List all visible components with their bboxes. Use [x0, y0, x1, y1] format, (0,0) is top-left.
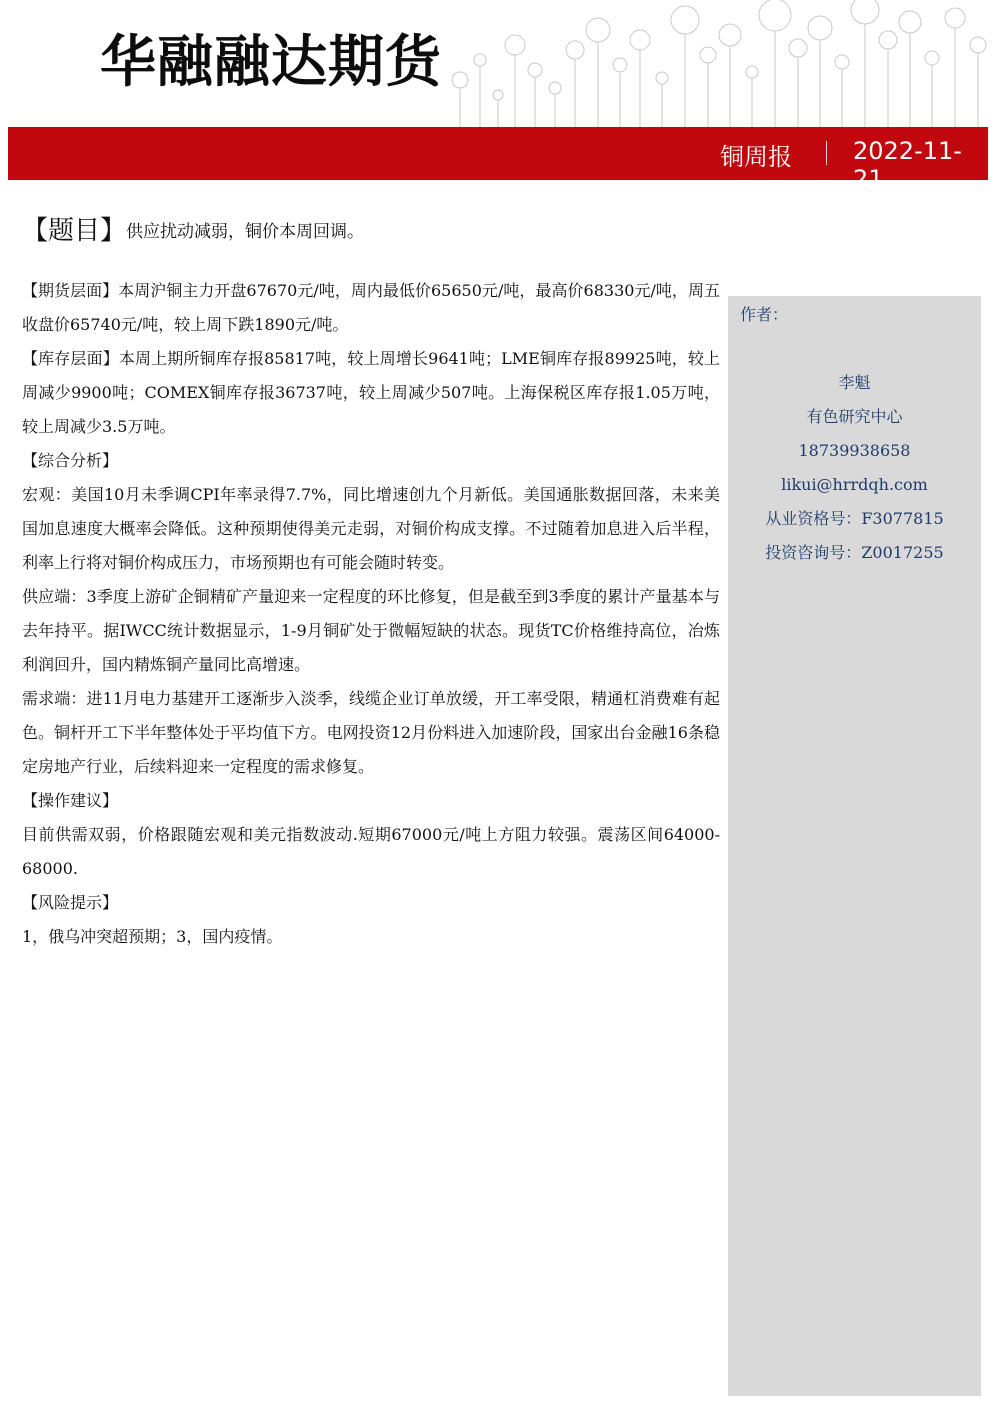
author-label: 作者： [740, 305, 789, 324]
headline-text: 供应扰动减弱，铜价本周回调。 [126, 222, 365, 242]
author-info [728, 366, 981, 570]
author-email: likui@hrrdqh.com [781, 475, 928, 494]
risk-paragraph: 1，俄乌冲突超预期；3，国内疫情。 [22, 927, 283, 946]
report-date: 2022-11-21 [853, 137, 962, 193]
author-name: 李魁 [838, 373, 871, 392]
analysis-heading: 【综合分析】 [22, 451, 119, 470]
risk-heading: 【风险提示】 [22, 893, 119, 912]
author-sidebar [728, 296, 981, 1396]
headline-label: 【题目】 [22, 216, 127, 246]
advice-paragraph: 目前供需双弱，价格跟随宏观和美元指数波动.短期67000元/吨上方阻力较强。震荡区间64000-68000. [22, 825, 720, 878]
banner-divider [826, 141, 827, 165]
report-type: 铜周报 [720, 143, 792, 171]
futures-section: 【期货层面】本周沪铜主力开盘67670元/吨，周内最低价65650元/吨，最高价68330元/吨，周五收盘价65740元/吨，较上周下跌1890元/吨。 [22, 281, 720, 334]
author-department: 有色研究中心 [806, 407, 903, 426]
company-logo: 华融融达期货 [100, 30, 442, 95]
headline [22, 210, 364, 247]
header-banner [8, 127, 988, 193]
supply-paragraph: 供应端：3季度上游矿企铜精矿产量迎来一定程度的环比修复，但是截至到3季度的累计产量基本与去年持平。据IWCC统计数据显示，1-9月铜矿处于微幅短缺的状态。现货TC价格维持高位，冶炼利润回升，国内精炼铜产量同比高增速。 [22, 587, 720, 674]
author-consulting-number: 投资咨询号：Z0017255 [765, 543, 944, 562]
report-body [22, 274, 720, 954]
macro-paragraph: 宏观：美国10月未季调CPI年率录得7.7%，同比增速创九个月新低。美国通胀数据回落，未来美国加息速度大概率会降低。这种预期使得美元走弱，对铜价构成支撑。不过随着加息进入后半程，利率上行将对铜价构成压力，市场预期也有可能会随时转变。 [22, 485, 720, 572]
decorative-pattern [440, 0, 992, 128]
author-phone: 18739938658 [798, 441, 911, 460]
advice-heading: 【操作建议】 [22, 791, 119, 810]
author-qualification: 从业资格号：F3077815 [765, 509, 944, 528]
demand-paragraph: 需求端：进11月电力基建开工逐渐步入淡季，线缆企业订单放缓，开工率受限，精通杠消费难有起色。铜杆开工下半年整体处于平均值下方。电网投资12月份料进入加速阶段，国家出台金融16条稳定房地产行业，后续料迎来一定程度的需求修复。 [22, 689, 720, 776]
inventory-section: 【库存层面】本周上期所铜库存报85817吨，较上周增长9641吨；LME铜库存报89925吨，较上周减少9900吨；COMEX铜库存报36737吨，较上周减少507吨。上海保税区库存报1.05万吨，较上周减少3.5万吨。 [22, 349, 720, 436]
